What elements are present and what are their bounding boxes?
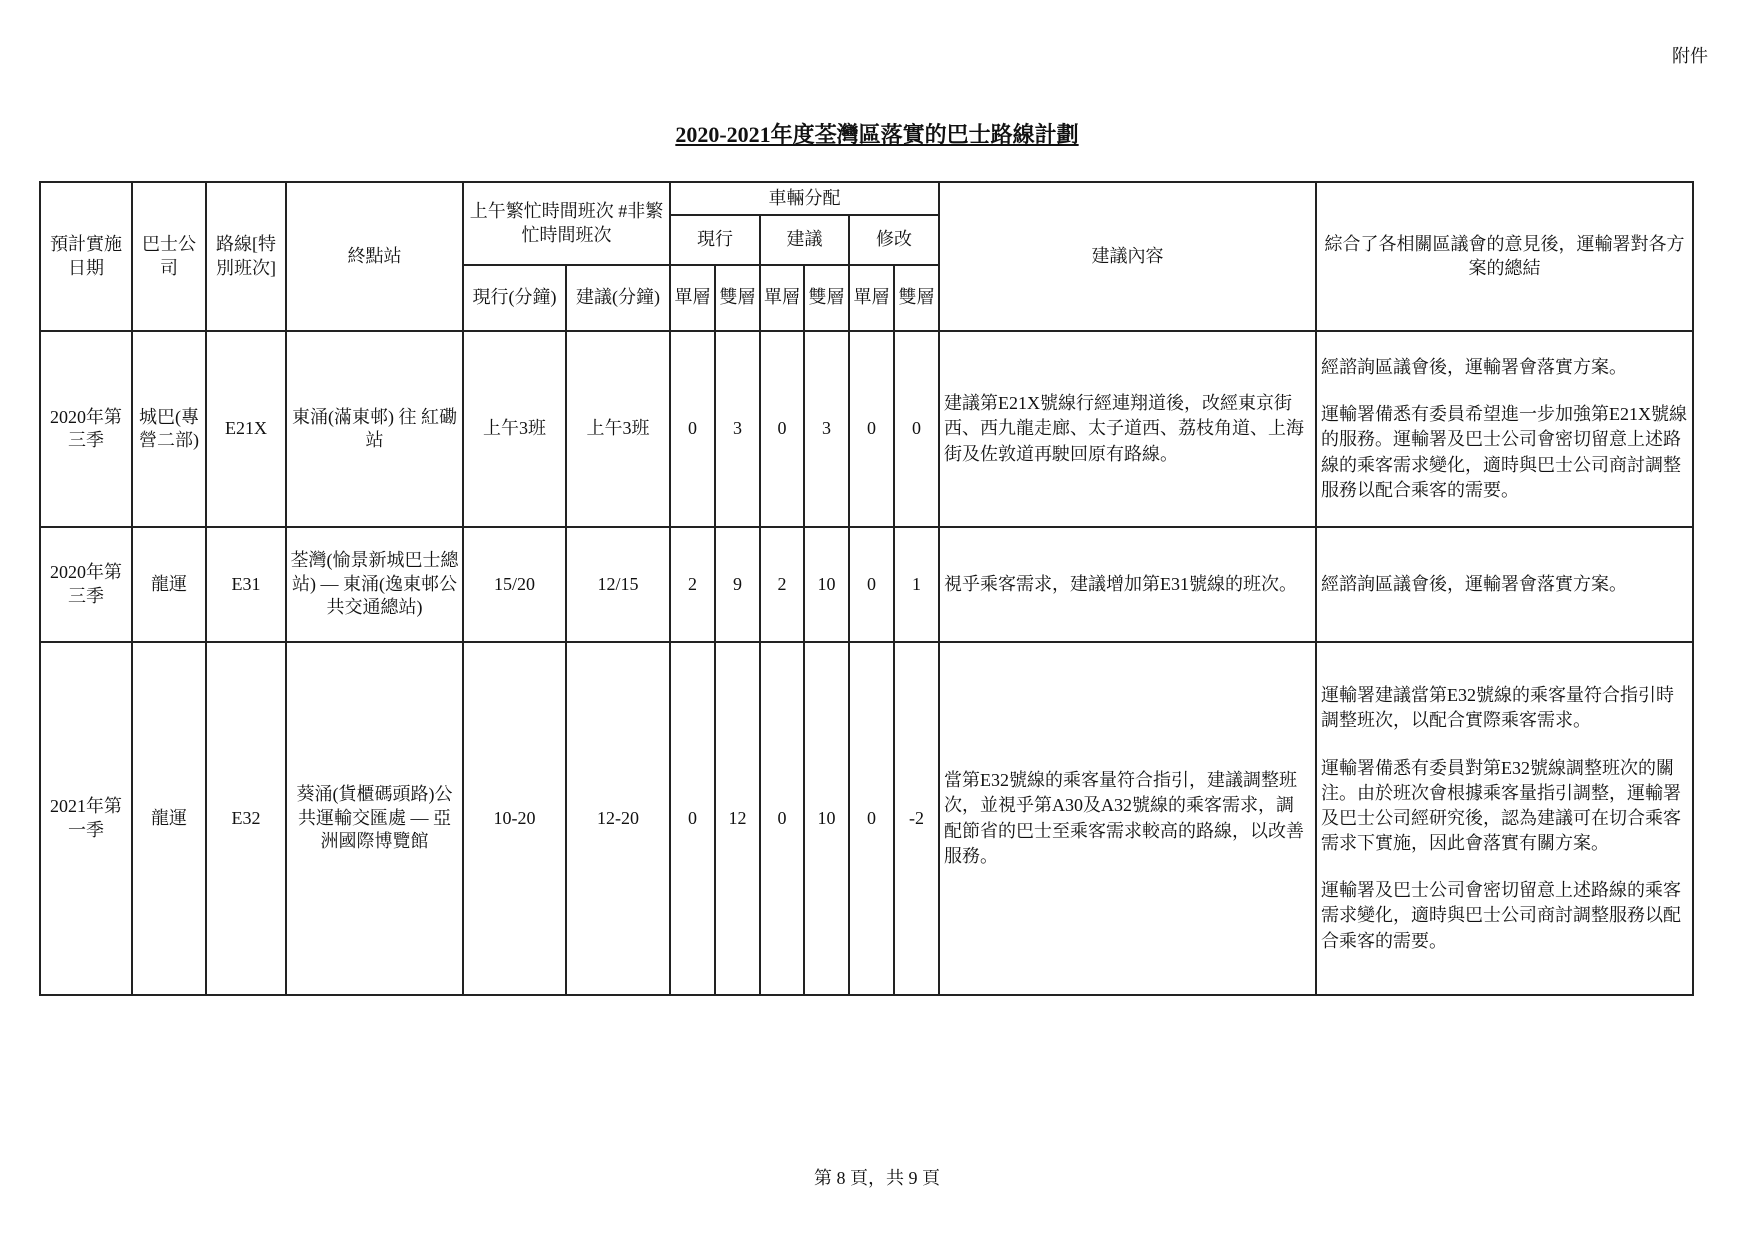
- page-title: 2020-2021年度荃灣區落實的巴士路線計劃: [675, 122, 1079, 147]
- bus-route-plan-table: [39, 181, 1694, 996]
- cell-terminus: 葵涌(貨櫃碼頭路)公共運輸交匯處 — 亞洲國際博覽館: [286, 642, 463, 995]
- annex-label: 附件: [1672, 46, 1708, 66]
- cell-alloc: 0: [894, 331, 939, 527]
- cell-company: 龍運: [132, 527, 206, 642]
- cell-alloc: -2: [894, 642, 939, 995]
- header-single-deck: 單層: [849, 265, 894, 331]
- cell-freq-proposed: 12/15: [566, 527, 670, 642]
- header-proposal: 建議內容: [939, 182, 1316, 331]
- cell-terminus: 東涌(滿東邨) 往 紅磡站: [286, 331, 463, 527]
- cell-alloc: 10: [804, 527, 849, 642]
- header-summary: 綜合了各相關區議會的意見後，運輸署對各方案的總結: [1316, 182, 1693, 331]
- cell-route: E31: [206, 527, 286, 642]
- summary-paragraph: 運輸署備悉有委員希望進一步加強第E21X號線的服務。運輸署及巴士公司會密切留意上述路線的乘客需求變化，適時與巴士公司商討調整服務以配合乘客的需要。: [1321, 404, 1688, 500]
- cell-terminus: 荃灣(愉景新城巴士總站) — 東涌(逸東邨公共交通總站): [286, 527, 463, 642]
- cell-date: 2020年第三季: [40, 527, 132, 642]
- page-number: 第 8 頁，共 9 頁: [814, 1168, 940, 1188]
- cell-summary: [1316, 331, 1693, 527]
- cell-alloc: 0: [670, 331, 715, 527]
- cell-route: E21X: [206, 331, 286, 527]
- summary-paragraph: 運輸署備悉有委員對第E32號線調整班次的關注。由於班次會根據乘客量指引調整，運輸署及巴士公司經研究後，認為建議可在切合乘客需求下實施，因此會落實有關方案。: [1321, 757, 1682, 854]
- cell-alloc: 2: [670, 527, 715, 642]
- cell-alloc: 0: [849, 642, 894, 995]
- cell-freq-proposed: 上午3班: [566, 331, 670, 527]
- cell-alloc: 12: [715, 642, 760, 995]
- cell-company: 龍運: [132, 642, 206, 995]
- cell-proposal: 建議第E21X號線行經連翔道後，改經東京街西、西九龍走廊、太子道西、荔枝角道、上海街及佐敦道再駛回原有路線。: [939, 331, 1316, 527]
- cell-freq-current: 10-20: [463, 642, 566, 995]
- header-route: 路線[特別班次]: [206, 182, 286, 331]
- header-alloc-change: 修改: [849, 215, 939, 265]
- cell-alloc: 0: [760, 642, 804, 995]
- cell-summary: [1316, 527, 1693, 642]
- cell-alloc: 0: [849, 527, 894, 642]
- cell-company: 城巴(專營二部): [132, 331, 206, 527]
- cell-alloc: 9: [715, 527, 760, 642]
- header-alloc-current: 現行: [670, 215, 760, 265]
- cell-proposal: 視乎乘客需求，建議增加第E31號線的班次。: [939, 527, 1316, 642]
- table-row: [40, 527, 1693, 642]
- cell-route: E32: [206, 642, 286, 995]
- cell-date: 2020年第三季: [40, 331, 132, 527]
- cell-freq-current: 上午3班: [463, 331, 566, 527]
- summary-paragraph: 經諮詢區議會後，運輸署會落實方案。: [1321, 573, 1628, 594]
- header-allocation: 車輛分配: [670, 182, 939, 215]
- cell-alloc: 0: [760, 331, 804, 527]
- header-double-deck: 雙層: [894, 265, 939, 331]
- cell-date: 2021年第一季: [40, 642, 132, 995]
- header-frequency: 上午繁忙時間班次 #非繁忙時間班次: [463, 182, 670, 265]
- header-freq-current: 現行(分鐘): [463, 265, 566, 331]
- cell-alloc: 3: [715, 331, 760, 527]
- cell-freq-proposed: 12-20: [566, 642, 670, 995]
- header-date: 預計實施日期: [40, 182, 132, 331]
- summary-paragraph: 運輸署及巴士公司會密切留意上述路線的乘客需求變化，適時與巴士公司商討調整服務以配合乘客的需要。: [1321, 880, 1682, 951]
- header-single-deck: 單層: [670, 265, 715, 331]
- cell-alloc: 2: [760, 527, 804, 642]
- header-freq-proposed: 建議(分鐘): [566, 265, 670, 331]
- cell-alloc: 0: [849, 331, 894, 527]
- header-double-deck: 雙層: [715, 265, 760, 331]
- cell-alloc: 3: [804, 331, 849, 527]
- table-row: [40, 331, 1693, 527]
- header-single-deck: 單層: [760, 265, 804, 331]
- header-double-deck: 雙層: [804, 265, 849, 331]
- cell-summary: [1316, 642, 1693, 995]
- table-row: [40, 642, 1693, 995]
- cell-alloc: 1: [894, 527, 939, 642]
- cell-proposal: 當第E32號線的乘客量符合指引，建議調整班次，並視乎第A30及A32號線的乘客需求，調配節省的巴士至乘客需求較高的路線，以改善服務。: [939, 642, 1316, 995]
- header-alloc-proposed: 建議: [760, 215, 849, 265]
- summary-paragraph: 運輸署建議當第E32號線的乘客量符合指引時調整班次，以配合實際乘客需求。: [1321, 685, 1675, 731]
- summary-paragraph: 經諮詢區議會後，運輸署會落實方案。: [1321, 357, 1628, 378]
- header-company: 巴士公司: [132, 182, 206, 331]
- cell-alloc: 10: [804, 642, 849, 995]
- cell-alloc: 0: [670, 642, 715, 995]
- cell-freq-current: 15/20: [463, 527, 566, 642]
- header-terminus: 終點站: [286, 182, 463, 331]
